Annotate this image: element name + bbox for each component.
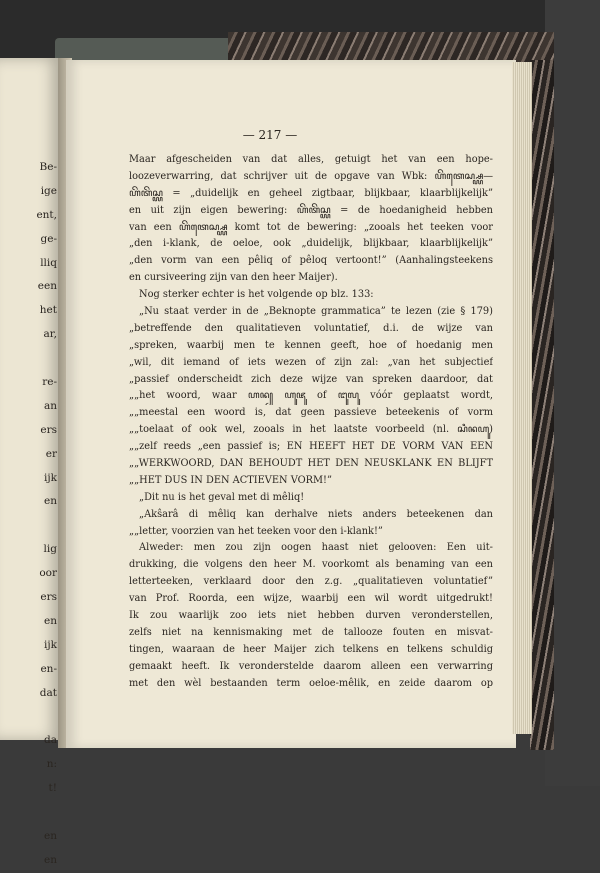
left-fragment <box>0 705 60 729</box>
left-fragment: ge- <box>40 232 57 245</box>
text-line: „Dit nu is het geval met di mêliq! <box>139 491 305 503</box>
left-fragment: ijk <box>44 471 57 484</box>
text-line: „den vorm van een pêliq of pêloq vertoont!” (Aanhalingsteekens <box>129 255 493 267</box>
text-line: „den i-klank, de oeloe, ook „duidelijk, blijkbaar, klaarblijkelijk” <box>129 238 493 250</box>
text-line: met den wèl bestaanden term oeloe-mêlik, en zeide daarom op <box>129 677 493 689</box>
left-fragment: een <box>37 280 57 293</box>
text-line: Maar afgescheiden van dat alles, getuigt het van een hope- <box>129 154 493 165</box>
text-line: Alweder: men zou zijn oogen haast niet gelooven: Een uit- <box>139 542 493 554</box>
left-fragment: oor <box>39 567 57 580</box>
page-number: — 217 — <box>242 128 298 142</box>
left-fragment: en <box>44 495 57 508</box>
text-line: „passief onderscheidt zich deze wijze van spreken daardoor, dat <box>129 373 493 385</box>
left-fragment: ijk <box>44 638 57 651</box>
left-fragment: en <box>44 853 57 866</box>
text-line: loozeverwarring, dat schrijver uit de opgave van Wbk: ꦲꦼꦠꦺꦱ꧀ꦱ꧀ꦪ— <box>129 170 493 182</box>
left-fragment: an <box>43 399 57 412</box>
left-fragment: er <box>45 447 57 460</box>
text-line: Nog sterker echter is het volgende op blz. 133: <box>139 289 374 301</box>
text-line: „spreken, waarbij men te kennen geeft, hoe of hoedanig men <box>129 339 493 351</box>
left-fragment: ers <box>40 423 57 436</box>
marbled-cover-edge <box>530 60 554 750</box>
text-line: letterteeken, verklaard door den z.g. „qualitatieven voluntatief” <box>129 576 493 588</box>
left-fragment: en- <box>40 662 57 675</box>
text-line: zelfs niet na kennismaking met de tallooze fouten en misvat- <box>129 626 493 638</box>
text-line: „„WERKWOORD, DAN BEHOUDT HET DEN NEUSKLANK EN BLIJFT <box>129 458 493 470</box>
left-page-fragments <box>0 156 60 873</box>
text-line: „„letter, voorzien van het teeken voor den i-klank!” <box>129 525 383 537</box>
text-line: „„meestal een woord is, dat geen passieve beteekenis of vorm <box>129 407 493 419</box>
text-line: gemaakt heeft. Ik veronderstelde daarom alleen een verwarring <box>129 660 493 672</box>
left-fragment: ar, <box>43 328 57 341</box>
left-fragment: n: <box>46 758 57 771</box>
text-line: van Prof. Roorda, een wijze, waarbij een wil wordt uitgedrukt! <box>129 593 493 605</box>
text-line: „„zelf reeds „een passief is; EN HEEFT HET DE VORM VAN EEN <box>129 441 493 453</box>
text-line: „betreffende den qualitatieven voluntatief, d.i. de wijze van <box>129 322 493 334</box>
text-line: drukking, die volgens den heer M. voorkomt als benaming van een <box>129 559 493 571</box>
page-edges <box>512 62 532 734</box>
left-fragment <box>0 801 60 825</box>
left-fragment: het <box>39 304 57 317</box>
text-line: „„toelaat of ook wel, zooals in het laatste voorbeeld (nl. ꦱꦶꦤꦲꦸ) <box>129 424 493 436</box>
left-fragment: ige <box>40 184 57 197</box>
marbled-cover-top <box>228 32 554 62</box>
text-line: „wil, dit iemand of iets wezen of zijn zal: „van het subjectief <box>129 356 493 368</box>
text-line: „„HET DUS IN DEN ACTIEVEN VORM!” <box>129 474 333 486</box>
text-line: van een ꦲꦼꦠꦺꦱ꧀ꦱ꧀ꦪ komt tot de bewering: „zooals het teeken voor <box>129 221 493 233</box>
left-fragment: lig <box>43 543 57 556</box>
text-line: ꦲꦼꦠꦼꦱ꧀ꦪ = „duidelijk en geheel zigtbaar, blijkbaar, klaarblijkelijk” <box>129 187 493 199</box>
left-fragment: Be- <box>39 161 57 173</box>
left-fragment <box>0 347 60 371</box>
text-line: en cursiveering zijn van den heer Maijer). <box>129 272 338 284</box>
text-line: Ik zou waarlijk zoo iets niet hebben durven veronderstellen, <box>129 610 493 622</box>
text-line: „Akŝarâ di mêliq kan derhalve niets anders beteekenen dan <box>139 508 493 520</box>
text-line: „„het woord, waar ꦲꦤ꧀ ꦲꦸꦗꦸ of ꦔꦸꦭꦸ vóór geplaatst wordt, <box>129 390 493 402</box>
text-line: „Nu staat verder in de „Beknopte grammatica” te lezen (zie § 179) <box>139 306 493 318</box>
left-fragment <box>0 514 60 538</box>
text-line: en uit zijn eigen bewering: ꦲꦼꦠꦼꦱ꧀ꦪ = de hoedanigheid hebben <box>129 204 493 216</box>
page-text <box>129 152 493 693</box>
left-fragment: ent, <box>36 208 57 221</box>
left-fragment: da <box>44 734 57 747</box>
text-line: tingen, waaraan de heer Maijer zich telkens en telkens schuldig <box>129 643 493 655</box>
left-fragment: en <box>44 829 57 842</box>
left-page <box>0 58 62 866</box>
left-fragment: t! <box>48 782 57 795</box>
left-fragment: ers <box>40 591 57 604</box>
left-fragment: lliq <box>40 256 57 269</box>
left-fragment: dat <box>39 686 57 699</box>
left-fragment: en <box>44 614 57 627</box>
left-fragment: re- <box>42 376 57 389</box>
